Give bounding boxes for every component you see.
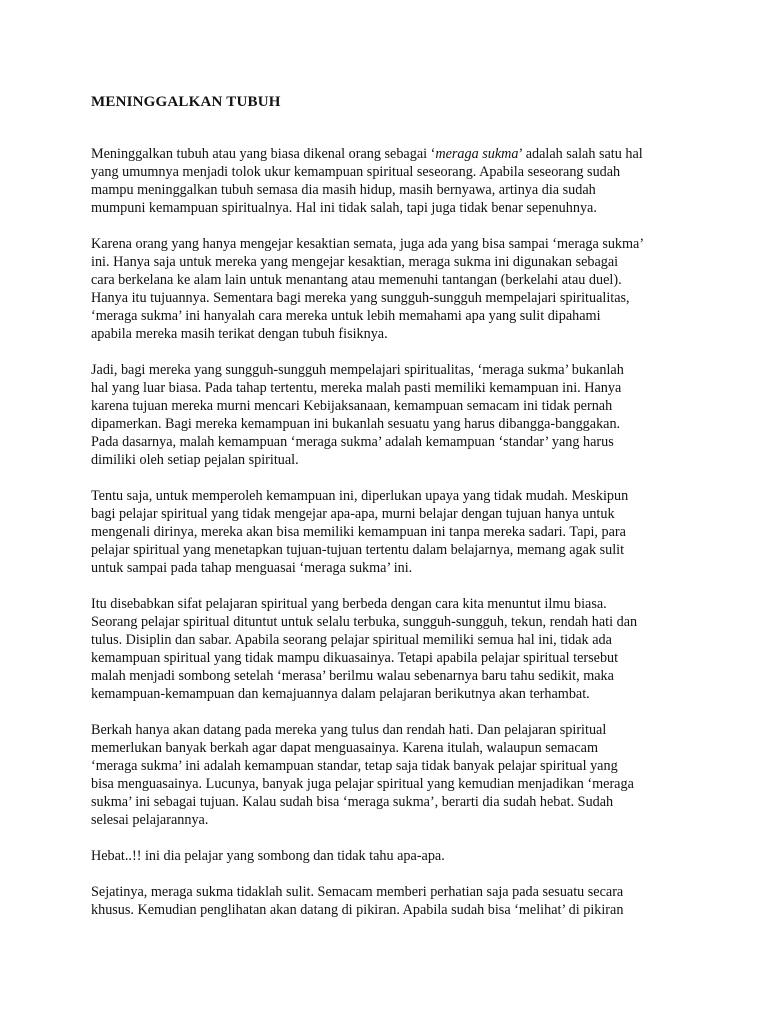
text-line: Itu disebabkan sifat pelajaran spiritual yang berbeda dengan cara kita menuntut ilmu biasa. bbox=[91, 596, 607, 612]
text-line: dipamerkan. Bagi mereka kemampuan ini bukanlah sesuatu yang harus dibangga-banggakan. bbox=[91, 416, 621, 432]
text-run: ’ adalah salah satu hal bbox=[518, 146, 643, 162]
text-line: untuk sampai pada tahap menguasai ‘meraga sukma’ ini. bbox=[91, 560, 413, 576]
text-line: mengenali dirinya, mereka akan bisa memiliki kemampuan ini tanpa mereka sadari. Tapi, para bbox=[91, 524, 626, 540]
text-line: Pada dasarnya, malah kemampuan ‘meraga sukma’ adalah kemampuan ‘standar’ yang harus bbox=[91, 434, 614, 450]
paragraph bbox=[91, 487, 691, 577]
text-line: sukma’ ini sebagai tujuan. Kalau sudah bisa ‘meraga sukma’, berarti dia sudah hebat. Sudah bbox=[91, 794, 614, 810]
document-title: MENINGGALKAN TUBUH bbox=[91, 94, 281, 110]
text-line: dimiliki oleh setiap pejalan spiritual. bbox=[91, 452, 299, 468]
paragraph bbox=[91, 235, 691, 343]
text-line: ini. Hanya saja untuk mereka yang mengejar kesaktian, meraga sukma ini digunakan sebagai bbox=[91, 254, 619, 270]
paragraph bbox=[91, 595, 691, 703]
text-line: Berkah hanya akan datang pada mereka yang tulus dan rendah hati. Dan pelajaran spiritual bbox=[91, 722, 607, 738]
paragraph bbox=[91, 847, 691, 865]
text-line: ‘meraga sukma’ ini adalah kemampuan standar, tetap saja tidak banyak pelajar spiritual yang bbox=[91, 758, 618, 774]
paragraph bbox=[91, 883, 691, 919]
text-line: Karena orang yang hanya mengejar kesaktian semata, juga ada yang bisa sampai ‘meraga sukma’ bbox=[91, 236, 645, 252]
text-line: bagi pelajar spiritual yang tidak mengejar apa-apa, murni belajar dengan tujuan hanya untuk bbox=[91, 506, 615, 522]
text-line: mampu meninggalkan tubuh semasa dia masih hidup, masih bernyawa, artinya dia sudah bbox=[91, 182, 596, 198]
paragraph bbox=[91, 721, 691, 829]
paragraph-list bbox=[91, 145, 691, 919]
text-line bbox=[91, 145, 691, 163]
text-line: Seorang pelajar spiritual dituntut untuk selalu terbuka, sungguh-sungguh, tekun, rendah hati dan bbox=[91, 614, 638, 630]
text-run: Meninggalkan tubuh atau yang biasa dikenal orang sebagai ‘ bbox=[91, 146, 436, 162]
text-line: memerlukan banyak berkah agar dapat menguasainya. Karena itulah, walaupun semacam bbox=[91, 740, 598, 756]
text-line: tulus. Disiplin dan sabar. Apabila seorang pelajar spiritual memiliki semua hal ini, tidak ada bbox=[91, 632, 612, 648]
document-body bbox=[91, 91, 691, 937]
text-line: hal yang luar biasa. Pada tahap tertentu, mereka malah pasti memiliki kemampuan ini. Hanya bbox=[91, 380, 622, 396]
text-line: Jadi, bagi mereka yang sungguh-sungguh mempelajari spiritualitas, ‘meraga sukma’ bukanlah bbox=[91, 362, 624, 378]
text-line: mumpuni kemampuan spiritualnya. Hal ini tidak salah, tapi juga tidak benar sepenuhnya. bbox=[91, 200, 597, 216]
text-line: bisa menguasainya. Lucunya, banyak juga pelajar spiritual yang kemudian menjadikan ‘meraga bbox=[91, 776, 634, 792]
text-line: selesai pelajarannya. bbox=[91, 812, 209, 828]
text-line: yang umumnya menjadi tolok ukur kemampuan spiritual seseorang. Apabila seseorang sudah bbox=[91, 164, 621, 180]
text-line: kemampuan-kemampuan dan kemajuannya dalam pelajaran berikutnya akan terhambat. bbox=[91, 686, 590, 702]
text-line: apabila mereka masih terikat dengan tubuh fisiknya. bbox=[91, 326, 388, 342]
text-line: Hanya itu tujuannya. Sementara bagi mereka yang sungguh-sungguh mempelajari spiritualitas, bbox=[91, 290, 630, 306]
text-line: khusus. Kemudian penglihatan akan datang di pikiran. Apabila sudah bisa ‘melihat’ di pikiran bbox=[91, 902, 624, 918]
text-line: karena tujuan mereka murni mencari Kebijaksanaan, kemampuan semacam ini tidak pernah bbox=[91, 398, 613, 414]
paragraph bbox=[91, 145, 691, 217]
text-line: malah menjadi sombong setelah ‘merasa’ berilmu walau sebenarnya baru tahu sedikit, maka bbox=[91, 668, 614, 684]
paragraph bbox=[91, 361, 691, 469]
text-line: ‘meraga sukma’ ini hanyalah cara mereka untuk lebih memahami apa yang sulit dipahami bbox=[91, 308, 601, 324]
text-line: pelajar spiritual yang menetapkan tujuan-tujuan tertentu dalam belajarnya, memang agak sulit bbox=[91, 542, 625, 558]
text-line: Hebat..!! ini dia pelajar yang sombong dan tidak tahu apa-apa. bbox=[91, 848, 445, 864]
text-line: kemampuan spiritual yang tidak mampu dikuasainya. Tetapi apabila pelajar spiritual tersebut bbox=[91, 650, 619, 666]
italic-term: meraga sukma bbox=[435, 146, 519, 162]
text-line: Sejatinya, meraga sukma tidaklah sulit. Semacam memberi perhatian saja pada sesuatu secara bbox=[91, 884, 624, 900]
text-line: cara berkelana ke alam lain untuk menantang atau memenuhi tantangan (berkelahi atau duel). bbox=[91, 272, 622, 288]
text-line: Tentu saja, untuk memperoleh kemampuan ini, diperlukan upaya yang tidak mudah. Meskipun bbox=[91, 488, 629, 504]
